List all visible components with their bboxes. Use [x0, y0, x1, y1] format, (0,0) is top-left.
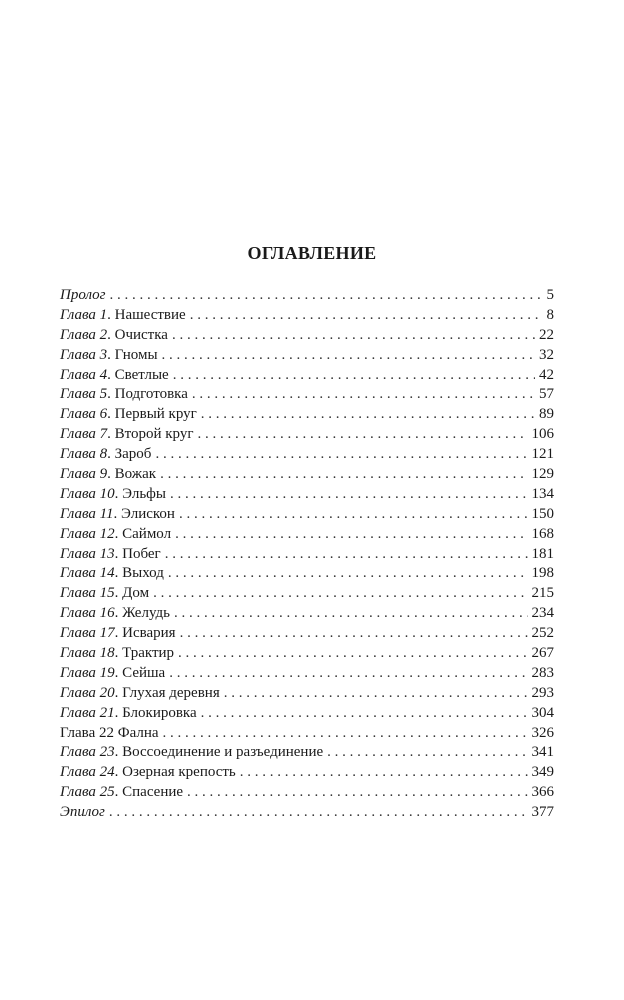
chapter-label: Глава 6 — [60, 406, 108, 423]
chapter-title: Очистка — [114, 326, 168, 343]
dot-leader — [110, 286, 543, 306]
label-separator: . — [114, 625, 123, 642]
toc-entry — [60, 704, 554, 724]
chapter-label: Пролог — [60, 287, 106, 303]
label-separator: . — [107, 446, 115, 463]
chapter-label: Глава 11 — [60, 505, 114, 522]
dot-leader — [198, 425, 528, 445]
chapter-label: Глава 9 — [60, 466, 108, 483]
page-number: 106 — [531, 426, 554, 443]
toc-entry — [60, 545, 554, 565]
page-number: 150 — [531, 505, 554, 522]
toc-entry — [60, 366, 554, 386]
page-number: 341 — [531, 744, 554, 761]
label-separator: . — [114, 664, 123, 681]
dot-leader — [173, 366, 535, 386]
chapter-label: Глава 4 — [60, 366, 108, 383]
label-separator: . — [107, 466, 115, 483]
toc-entry-text — [60, 326, 168, 346]
label-separator: . — [114, 485, 123, 502]
page-number: 304 — [531, 704, 554, 721]
chapter-title: Эльфы — [122, 485, 166, 502]
toc-entry-text — [60, 564, 164, 584]
dot-leader — [172, 326, 535, 346]
dot-leader — [170, 485, 528, 505]
toc-entry-text — [60, 624, 176, 644]
page-number: 377 — [531, 804, 554, 821]
dot-leader — [162, 346, 535, 366]
chapter-title: Зароб — [114, 446, 152, 463]
chapter-label: Глава 24 — [60, 764, 115, 781]
dot-leader — [327, 743, 527, 763]
toc-entry-text — [60, 485, 166, 505]
page-number: 252 — [531, 625, 554, 642]
page-number: 293 — [531, 684, 554, 701]
toc-entry — [60, 385, 554, 405]
page-number: 42 — [539, 366, 554, 383]
chapter-label: Глава 20 — [60, 684, 115, 701]
page-number: 168 — [531, 525, 554, 542]
page-number: 89 — [539, 406, 554, 423]
toc-entry — [60, 346, 554, 366]
chapter-label: Глава 18 — [60, 645, 115, 662]
page-number: 234 — [531, 605, 554, 622]
dot-leader — [224, 684, 528, 704]
page-number: 198 — [531, 565, 554, 582]
toc-entry-text — [60, 644, 174, 664]
toc-entry — [60, 724, 554, 744]
toc-entry — [60, 306, 554, 326]
dot-leader — [187, 783, 527, 803]
chapter-title: Светлые — [114, 366, 169, 383]
dot-leader — [178, 644, 527, 664]
label-separator: . — [114, 645, 123, 662]
page-number: 366 — [531, 784, 554, 801]
page-number: 326 — [531, 724, 554, 741]
toc-entry-text — [60, 604, 170, 624]
toc-entry-text — [60, 286, 106, 306]
chapter-title: Желудь — [122, 605, 170, 622]
toc-entry-text — [60, 405, 197, 425]
toc-entry-text — [60, 445, 151, 465]
toc-list — [60, 286, 554, 823]
toc-entry — [60, 763, 554, 783]
chapter-label: Эпилог — [60, 804, 105, 821]
chapter-label: Глава 16 — [60, 605, 115, 622]
chapter-label: Глава 2 — [60, 326, 108, 343]
page-number: 267 — [531, 645, 554, 662]
label-separator: . — [113, 505, 122, 522]
label-separator: . — [114, 744, 123, 761]
toc-entry — [60, 624, 554, 644]
toc-entry-text — [60, 724, 159, 744]
toc-entry — [60, 405, 554, 425]
toc-entry-text — [60, 783, 183, 803]
page-number: 134 — [531, 485, 554, 502]
chapter-title: Фална — [117, 724, 159, 741]
chapter-label: Глава 17 — [60, 625, 115, 642]
toc-entry-text — [60, 545, 161, 565]
toc-entry — [60, 684, 554, 704]
toc-entry — [60, 743, 554, 763]
chapter-label: Глава 14 — [60, 565, 115, 582]
chapter-label: Глава 10 — [60, 485, 115, 502]
chapter-title: Подготовка — [114, 386, 188, 403]
toc-entry — [60, 525, 554, 545]
toc-entry-text — [60, 525, 171, 545]
toc-entry-text — [60, 664, 165, 684]
label-separator: . — [114, 545, 123, 562]
dot-leader — [174, 604, 528, 624]
chapter-title: Первый круг — [114, 406, 197, 423]
chapter-title: Элискон — [121, 505, 175, 522]
chapter-title: Побег — [122, 545, 161, 562]
toc-entry-text — [60, 385, 188, 405]
chapter-title: Дом — [122, 585, 150, 602]
chapter-title: Озерная крепость — [122, 764, 236, 781]
page-number: 283 — [531, 664, 554, 681]
chapter-label: Глава 8 — [60, 446, 108, 463]
chapter-label: Глава 5 — [60, 386, 108, 403]
label-separator: . — [114, 585, 123, 602]
dot-leader — [175, 525, 527, 545]
chapter-title: Сейша — [122, 664, 166, 681]
toc-entry-text — [60, 763, 236, 783]
label-separator: . — [114, 684, 123, 701]
toc-entry — [60, 584, 554, 604]
dot-leader — [155, 445, 527, 465]
dot-leader — [192, 385, 535, 405]
toc-entry-text — [60, 684, 220, 704]
chapter-title: Саймол — [122, 525, 172, 542]
toc-entry — [60, 465, 554, 485]
toc-entry — [60, 485, 554, 505]
toc-entry — [60, 664, 554, 684]
page-number: 349 — [531, 764, 554, 781]
toc-entry — [60, 564, 554, 584]
toc-entry — [60, 505, 554, 525]
dot-leader — [109, 803, 528, 823]
chapter-label: Глава 22 — [60, 724, 114, 741]
page-number: 8 — [546, 306, 554, 323]
dot-leader — [165, 545, 528, 565]
label-separator: . — [114, 784, 123, 801]
toc-entry-text — [60, 743, 323, 763]
dot-leader — [168, 564, 528, 584]
dot-leader — [179, 505, 528, 525]
label-separator: . — [107, 426, 115, 443]
label-separator: . — [114, 565, 123, 582]
toc-entry — [60, 604, 554, 624]
label-separator: . — [107, 366, 115, 383]
page-number: 215 — [531, 585, 554, 602]
dot-leader — [190, 306, 543, 326]
chapter-label: Глава 25 — [60, 784, 115, 801]
dot-leader — [201, 405, 535, 425]
toc-entry-text — [60, 584, 149, 604]
toc-heading: ОГЛАВЛЕНИЕ — [247, 243, 377, 263]
label-separator: . — [107, 386, 115, 403]
label-separator: . — [114, 605, 123, 622]
dot-leader — [180, 624, 528, 644]
toc-entry-text — [60, 803, 105, 823]
label-separator: . — [107, 326, 115, 343]
label-separator: . — [107, 306, 115, 323]
chapter-label: Глава 7 — [60, 426, 108, 443]
toc-entry-text — [60, 306, 186, 326]
chapter-title: Спасение — [122, 784, 184, 801]
toc-entry-text — [60, 425, 194, 445]
label-separator: . — [107, 346, 115, 363]
dot-leader — [201, 704, 528, 724]
toc-entry-text — [60, 465, 156, 485]
page-number: 121 — [531, 446, 554, 463]
chapter-title: Трактир — [122, 645, 175, 662]
toc-entry — [60, 644, 554, 664]
chapter-title: Гномы — [114, 346, 158, 363]
label-separator: . — [114, 704, 123, 721]
chapter-title: Блокировка — [122, 704, 197, 721]
chapter-label: Глава 23 — [60, 744, 115, 761]
chapter-label: Глава 19 — [60, 664, 115, 681]
page-number: 57 — [539, 386, 554, 403]
toc-entry-text — [60, 366, 169, 386]
page-number: 32 — [539, 346, 554, 363]
toc-entry-text — [60, 346, 158, 366]
chapter-title: Выход — [122, 565, 164, 582]
chapter-label: Глава 15 — [60, 585, 115, 602]
chapter-label: Глава 12 — [60, 525, 115, 542]
chapter-label: Глава 21 — [60, 704, 115, 721]
toc-entry — [60, 326, 554, 346]
dot-leader — [169, 664, 527, 684]
label-separator: . — [114, 764, 123, 781]
toc-entry — [60, 803, 554, 823]
page-number: 5 — [546, 287, 554, 303]
chapter-title: Второй круг — [114, 426, 194, 443]
chapter-title: Нашествие — [114, 306, 186, 323]
page-number: 129 — [531, 466, 554, 483]
chapter-title: Воссоединение и разъединение — [122, 744, 324, 761]
chapter-title: Исвария — [122, 625, 176, 642]
label-separator: . — [107, 406, 115, 423]
page-number: 22 — [539, 326, 554, 343]
chapter-label: Глава 13 — [60, 545, 115, 562]
toc-entry — [60, 286, 554, 306]
dot-leader — [153, 584, 527, 604]
toc-entry — [60, 425, 554, 445]
chapter-title: Вожак — [114, 466, 157, 483]
toc-entry-text — [60, 704, 197, 724]
toc-entry — [60, 445, 554, 465]
page-number: 181 — [531, 545, 554, 562]
toc-entry-text — [60, 505, 175, 525]
dot-leader — [240, 763, 528, 783]
chapter-label: Глава 3 — [60, 346, 108, 363]
chapter-title: Глухая деревня — [122, 684, 220, 701]
toc-entry — [60, 783, 554, 803]
label-separator: . — [114, 525, 123, 542]
dot-leader — [163, 724, 528, 744]
chapter-label: Глава 1 — [60, 306, 108, 323]
dot-leader — [160, 465, 527, 485]
